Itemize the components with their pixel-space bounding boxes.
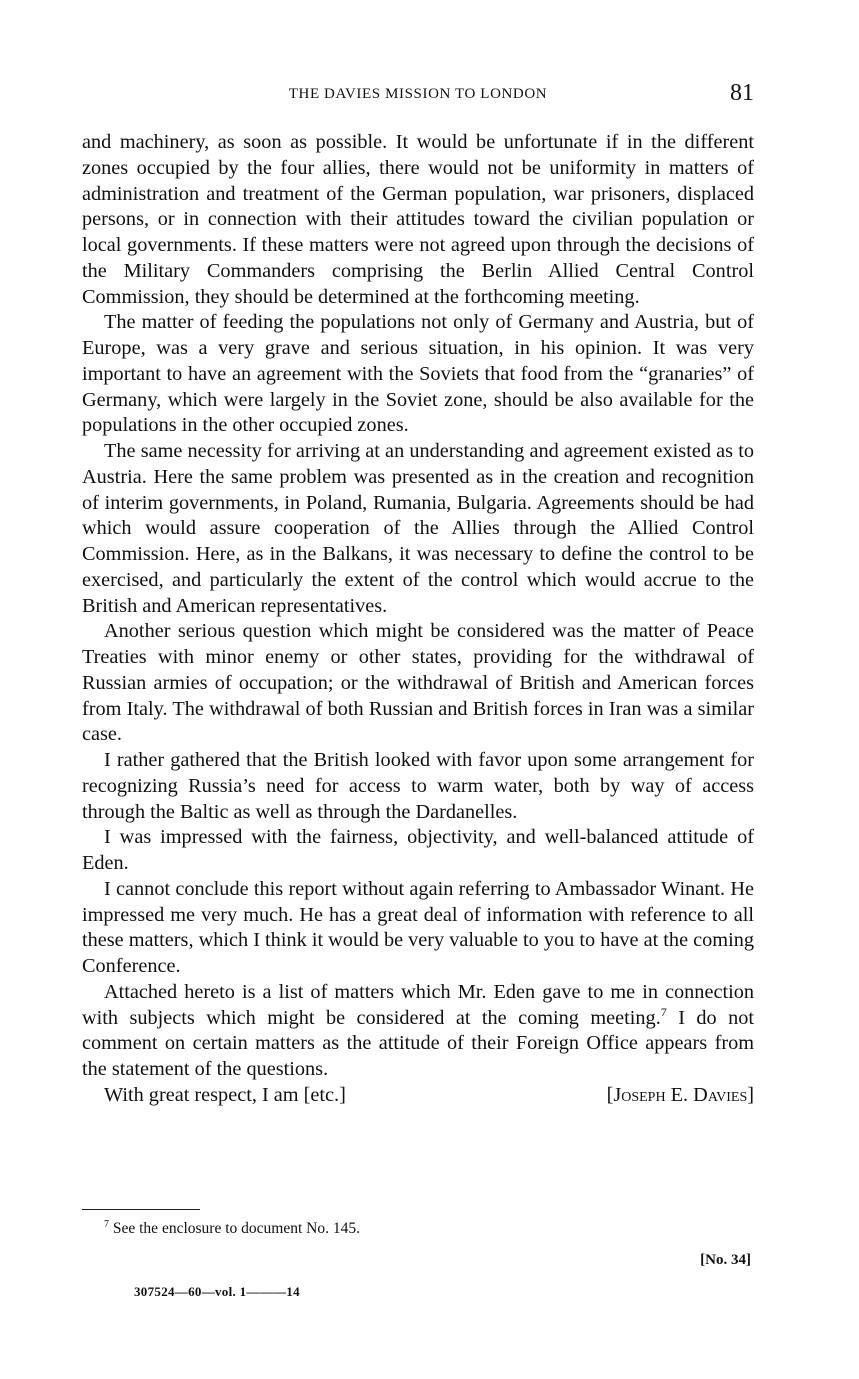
- footnote-marker: 7: [104, 1218, 109, 1230]
- paragraph-8-text-after: I do not comment on certain matters as the attitude of their Foreign Office appears from the statement of the questions.: [82, 1006, 754, 1080]
- paragraph-5: I rather gathered that the British looked with favor upon some arrangement for recognizing Russia’s need for access to warm water, both by way of access through the Baltic as well as through the Dardanelles.: [82, 749, 754, 823]
- body-text: [82, 130, 754, 1109]
- next-document-label: [No. 34]: [700, 1252, 751, 1268]
- footnote-text: See the enclosure to document No. 145.: [109, 1220, 360, 1237]
- signature: [Joseph E. Davies]: [606, 1083, 754, 1106]
- salutation: With great respect, I am [etc.]: [104, 1083, 346, 1106]
- printer-line: 307524—60—vol. 1———14: [134, 1284, 300, 1299]
- paragraph-4: Another serious question which might be considered was the matter of Peace Treaties with minor enemy or other states, providing for the withdrawal of Russian armies of occupation; or the withdrawal of British and American forces from Italy. The withdrawal of both Russian and British forces in Iran was a similar case.: [82, 620, 754, 746]
- paragraph-3: The same necessity for arriving at an understanding and agreement existed as to Austria. Here the same problem was presented as in the creation and recognition of interim governments, in Poland, Rumania, Bulgaria. Agreements should be had which would assure cooperation of the Allies through the Allied Control Commission. Here, as in the Balkans, it was necessary to define the control to be exercised, and particularly the extent of the control which would accrue to the British and American representatives.: [82, 440, 754, 617]
- running-title: THE DAVIES MISSION TO LONDON: [288, 86, 548, 102]
- footnote: [104, 1219, 360, 1239]
- paragraph-2: The matter of feeding the populations not only of Germany and Austria, but of Europe, was a very grave and serious situation, in his opinion. It was very important to have an agreement with the Soviets that food from the “granaries” of Germany, which were largely in the Soviet zone, should be also available for the populations in the other occupied zones.: [82, 311, 754, 437]
- paragraph-8-text-before: Attached hereto is a list of matters which Mr. Eden gave to me in connection with subjects which might be considered at the coming meeting.: [82, 980, 754, 1029]
- running-head: [82, 80, 754, 112]
- paragraph-6: I was impressed with the fairness, objectivity, and well-balanced attitude of Eden.: [82, 826, 754, 874]
- footnote-reference: 7: [660, 1004, 667, 1019]
- paragraph-8: [82, 980, 754, 1083]
- closing-line: [82, 1083, 754, 1109]
- page-number: 81: [730, 80, 754, 106]
- paragraph-7: I cannot conclude this report without again referring to Ambassador Winant. He impressed me very much. He has a great deal of information with reference to all these matters, which I think it would be very valuable to you to have at the coming Conference.: [82, 877, 754, 977]
- footnote-divider: [82, 1209, 200, 1210]
- paragraph-1: and machinery, as soon as possible. It would be unfortunate if in the different zones occupied by the four allies, there would not be uniformity in matters of administration and treatment of the German population, war prisoners, displaced persons, or in connection with their attitudes toward the civilian population or local governments. If these matters were not agreed upon through the decisions of the Military Commanders comprising the Berlin Allied Central Control Commission, they should be determined at the forthcoming meeting.: [82, 131, 754, 308]
